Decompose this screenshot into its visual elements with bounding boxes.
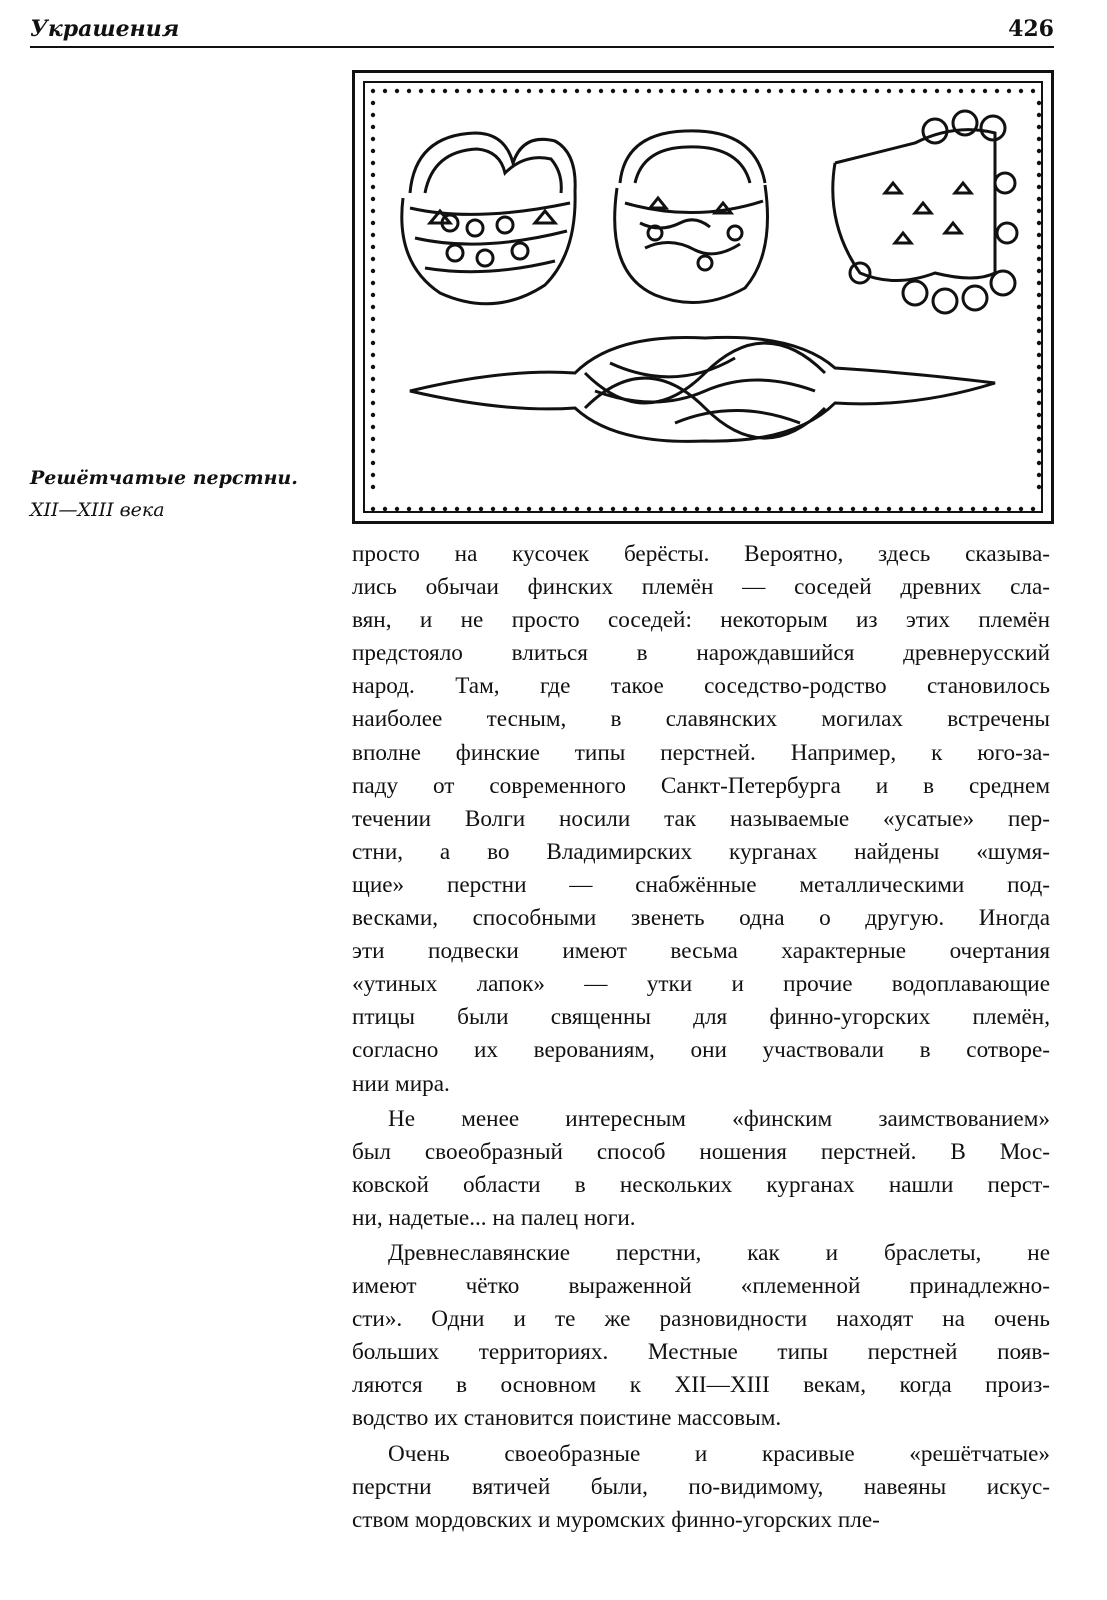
paragraph [352, 538, 1050, 1101]
text-line: течении Волги носили так называемые «усатые» пер- [352, 805, 1050, 832]
text-line: больших территориях. Местные типы перстней появ- [352, 1339, 1050, 1366]
text-line: щие» перстни — снабжённые металлическими под- [352, 871, 1050, 898]
text-line: народ. Там, где такое соседство-родство становилось [352, 673, 1050, 700]
text-line: Очень своеобразные и красивые «решётчатые» [388, 1440, 1050, 1467]
text-line: вполне финские типы перстней. Например, к юго-за- [352, 739, 1050, 766]
text-line: перстни вятичей были, по-видимому, навеяны искус- [352, 1473, 1050, 1500]
page-number: 426 [1008, 16, 1054, 42]
text-line: нии мира. [352, 1070, 450, 1097]
ornament-right-icon [833, 111, 1017, 313]
text-line: ляются в основном к XII—XIII векам, когда произ- [352, 1372, 1050, 1399]
text-line: был своеобразный способ ношения перстней. В Мос- [352, 1138, 1050, 1165]
text-line: «утиных лапок» — утки и прочие водоплавающие [352, 971, 1050, 998]
caption-title: Решётчатые перстни. [30, 467, 298, 489]
paragraph [352, 1103, 1050, 1235]
text-line: согласно их верованиям, они участвовали в сотворе- [352, 1037, 1050, 1064]
text-line: вян, и не просто соседей: некоторым из этих племён [352, 607, 1050, 634]
text-line: Древнеславянские перстни, как и браслеты, не [388, 1239, 1050, 1266]
figure-caption [30, 462, 330, 526]
ring-middle-icon [615, 131, 768, 303]
text-line: ковской области в нескольких курганах нашли перст- [352, 1171, 1050, 1198]
text-line: птицы были священны для финно-угорских племён, [352, 1004, 1050, 1031]
ornamented-rings-illustration-icon [355, 73, 1057, 527]
text-line: наиболее тесным, в славянских могилах встречены [352, 706, 1050, 733]
illustration-frame [352, 70, 1054, 524]
paragraph [352, 1237, 1050, 1436]
text-line: имеют чётко выраженной «племенной принадлежно- [352, 1273, 1050, 1300]
text-line: ни, надетые... на палец ноги. [352, 1204, 636, 1231]
text-line: просто на кусочек берёсты. Вероятно, здесь сказыва- [352, 541, 1050, 567]
text-line: ством мордовских и муромских финно-угорских пле- [352, 1506, 880, 1533]
text-line: водство их становится поистине массовым. [352, 1405, 782, 1432]
text-line: весками, способными звенеть одна о другую. Иногда [352, 905, 1050, 932]
paragraph [352, 1438, 1050, 1537]
text-line: паду от современного Санкт-Петербурга и в среднем [352, 772, 1050, 799]
text-line: эти подвески имеют весьма характерные очертания [352, 938, 1050, 965]
text-line: предстояло влиться в нарождавшийся древнерусский [352, 640, 1050, 667]
running-title: Украшения [30, 16, 180, 42]
ring-left-icon [402, 133, 575, 304]
page-header [30, 14, 1054, 48]
text-line: Не менее интересным «финским заимствованием» [388, 1105, 1050, 1132]
text-line: сти». Одни и те же разновидности находят на очень [352, 1306, 1050, 1333]
caption-date: XII—XIII века [30, 499, 165, 521]
braided-band-icon [410, 337, 995, 441]
text-line: стни, а во Владимирских курганах найдены «шумя- [352, 838, 1050, 865]
text-line: лись обычаи финских племён — соседей древних сла- [352, 574, 1050, 601]
body-text [352, 538, 1050, 1539]
